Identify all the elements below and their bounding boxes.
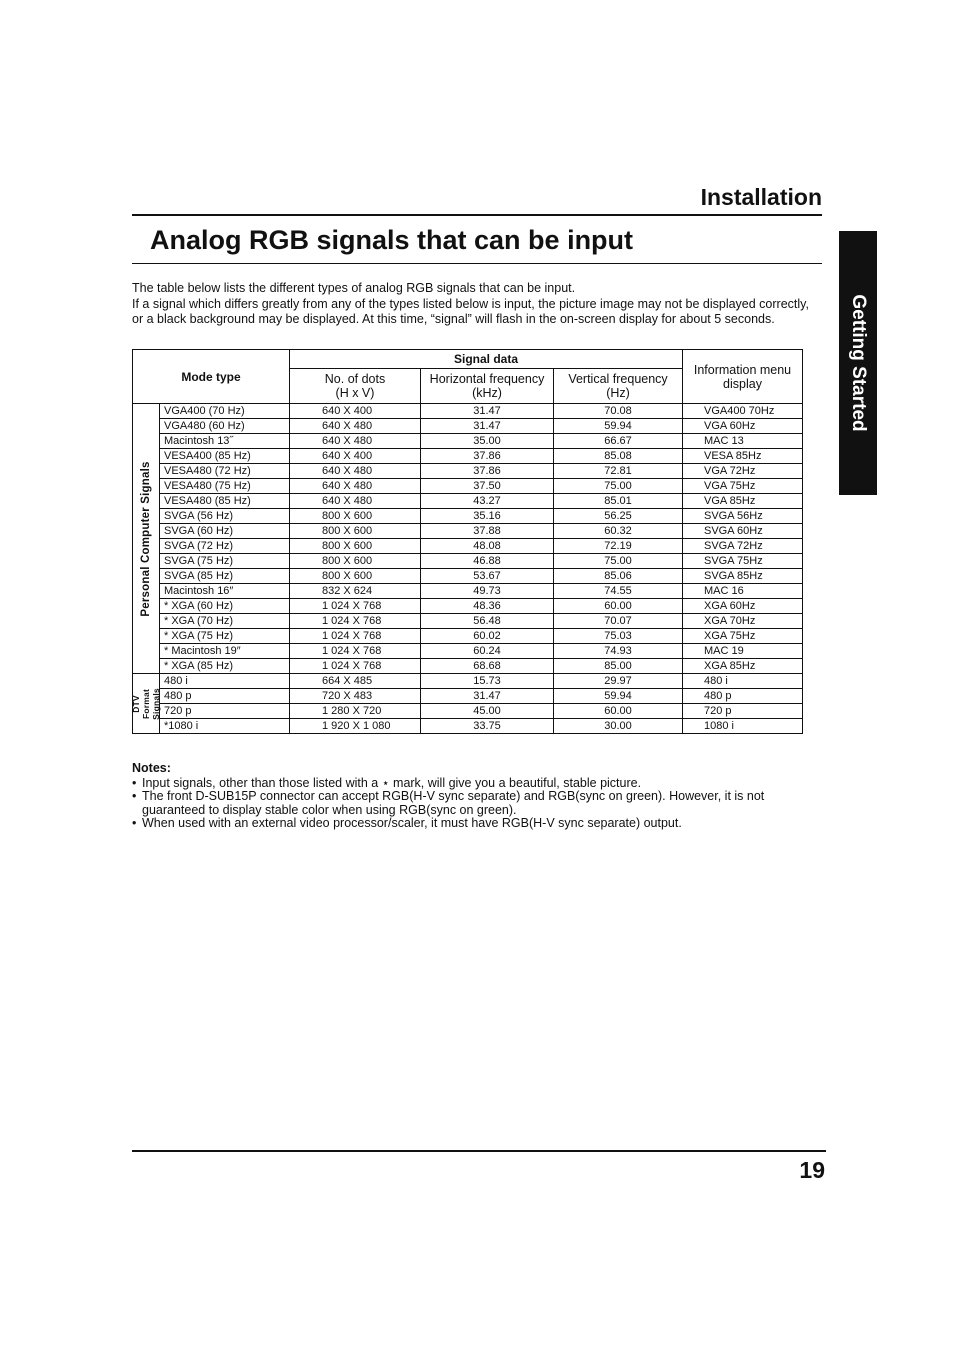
table-row — [133, 554, 803, 569]
signals-table — [132, 349, 803, 734]
mode-cell: 480 p — [160, 689, 290, 704]
header-vfreq: Vertical frequency (Hz) — [554, 369, 683, 404]
dots-cell: 664 X 485 — [290, 674, 421, 689]
hfreq-cell: 37.88 — [421, 524, 554, 539]
dots-cell: 640 X 480 — [290, 479, 421, 494]
mode-cell: Macintosh 16″ — [160, 584, 290, 599]
info-cell: XGA 75Hz — [683, 629, 803, 644]
intro-text — [132, 281, 812, 328]
group-label: Personal Computer Signals — [140, 460, 152, 617]
table-row — [133, 719, 803, 734]
note-item: • The front D-SUB15P connector can accept RGB(H-V sync separate) and RGB(sync on green). However, it is not guaranteed to display stable color when using RGB(sync on green). — [132, 790, 792, 817]
hfreq-cell: 53.67 — [421, 569, 554, 584]
dots-cell: 640 X 480 — [290, 494, 421, 509]
info-cell: 720 p — [683, 704, 803, 719]
info-cell: SVGA 72Hz — [683, 539, 803, 554]
intro-line-2: If a signal which differs greatly from any of the types listed below is input, the picture image may not be displayed correctly, or a black background may be displayed. At this time, “signal” will flash in the on-screen display for about 5 seconds. — [132, 296, 809, 326]
notes-heading: Notes: — [132, 761, 171, 775]
hfreq-cell: 31.47 — [421, 419, 554, 434]
vfreq-cell: 30.00 — [554, 719, 683, 734]
group-label: DTV Format Signals — [131, 687, 161, 720]
dots-cell: 720 X 483 — [290, 689, 421, 704]
dots-cell: 1 920 X 1 080 — [290, 719, 421, 734]
header-signal-data: Signal data — [290, 350, 683, 369]
notes — [132, 762, 792, 831]
vfreq-cell: 74.55 — [554, 584, 683, 599]
table-row — [133, 674, 803, 689]
vfreq-cell: 60.32 — [554, 524, 683, 539]
hfreq-cell: 37.50 — [421, 479, 554, 494]
hfreq-cell: 45.00 — [421, 704, 554, 719]
group-dtv-signals — [133, 674, 160, 734]
info-cell: VESA 85Hz — [683, 449, 803, 464]
dots-cell: 800 X 600 — [290, 569, 421, 584]
hfreq-cell: 60.02 — [421, 629, 554, 644]
vfreq-cell: 85.08 — [554, 449, 683, 464]
info-cell: VGA 60Hz — [683, 419, 803, 434]
vfreq-cell: 60.00 — [554, 599, 683, 614]
dots-cell: 1 024 X 768 — [290, 599, 421, 614]
table-row — [133, 449, 803, 464]
table-row — [133, 419, 803, 434]
hfreq-cell: 48.08 — [421, 539, 554, 554]
header-rule — [132, 214, 822, 216]
table-row — [133, 509, 803, 524]
mode-cell: * XGA (75 Hz) — [160, 629, 290, 644]
mode-cell: SVGA (60 Hz) — [160, 524, 290, 539]
vfreq-cell: 70.08 — [554, 404, 683, 419]
info-cell: SVGA 85Hz — [683, 569, 803, 584]
vfreq-cell: 70.07 — [554, 614, 683, 629]
intro-line-1: The table below lists the different types of analog RGB signals that can be input. — [132, 281, 576, 295]
vfreq-cell: 60.00 — [554, 704, 683, 719]
info-cell: SVGA 60Hz — [683, 524, 803, 539]
table-row — [133, 644, 803, 659]
hfreq-cell: 35.16 — [421, 509, 554, 524]
info-cell: VGA 72Hz — [683, 464, 803, 479]
dots-cell: 640 X 400 — [290, 449, 421, 464]
vfreq-cell: 85.06 — [554, 569, 683, 584]
info-cell: VGA400 70Hz — [683, 404, 803, 419]
hfreq-cell: 46.88 — [421, 554, 554, 569]
dots-cell: 640 X 480 — [290, 434, 421, 449]
page-number: 19 — [799, 1157, 825, 1183]
dots-cell: 832 X 624 — [290, 584, 421, 599]
mode-cell: VGA480 (60 Hz) — [160, 419, 290, 434]
hfreq-cell: 43.27 — [421, 494, 554, 509]
mode-cell: VESA480 (85 Hz) — [160, 494, 290, 509]
mode-cell: 720 p — [160, 704, 290, 719]
dots-cell: 1 024 X 768 — [290, 614, 421, 629]
info-cell: MAC 16 — [683, 584, 803, 599]
vfreq-cell: 75.00 — [554, 479, 683, 494]
page-title: Analog RGB signals that can be input — [150, 225, 634, 255]
header-mode-type: Mode type — [133, 350, 290, 404]
info-cell: MAC 19 — [683, 644, 803, 659]
info-cell: XGA 85Hz — [683, 659, 803, 674]
table-row — [133, 704, 803, 719]
vfreq-cell: 66.67 — [554, 434, 683, 449]
hfreq-cell: 15.73 — [421, 674, 554, 689]
table-row — [133, 599, 803, 614]
mode-cell: *1080 i — [160, 719, 290, 734]
table-row — [133, 464, 803, 479]
hfreq-cell: 48.36 — [421, 599, 554, 614]
vfreq-cell: 75.00 — [554, 554, 683, 569]
table-row — [133, 524, 803, 539]
mode-cell: 480 i — [160, 674, 290, 689]
vfreq-cell: 85.00 — [554, 659, 683, 674]
info-cell: 480 p — [683, 689, 803, 704]
table-row — [133, 659, 803, 674]
dots-cell: 1 024 X 768 — [290, 629, 421, 644]
dots-cell: 800 X 600 — [290, 539, 421, 554]
vfreq-cell: 56.25 — [554, 509, 683, 524]
header-info-menu: Information menu display — [683, 350, 803, 404]
mode-cell: * Macintosh 19″ — [160, 644, 290, 659]
table-row — [133, 689, 803, 704]
table-row — [133, 584, 803, 599]
table-row — [133, 479, 803, 494]
table-row — [133, 614, 803, 629]
info-cell: SVGA 75Hz — [683, 554, 803, 569]
hfreq-cell: 33.75 — [421, 719, 554, 734]
mode-cell: SVGA (72 Hz) — [160, 539, 290, 554]
hfreq-cell: 56.48 — [421, 614, 554, 629]
hfreq-cell: 35.00 — [421, 434, 554, 449]
footer-rule — [132, 1150, 826, 1152]
mode-cell: SVGA (85 Hz) — [160, 569, 290, 584]
info-cell: 1080 i — [683, 719, 803, 734]
table-row — [133, 539, 803, 554]
hfreq-cell: 49.73 — [421, 584, 554, 599]
info-cell: XGA 60Hz — [683, 599, 803, 614]
vfreq-cell: 59.94 — [554, 419, 683, 434]
table-row — [133, 434, 803, 449]
side-tab — [839, 231, 877, 495]
info-cell: XGA 70Hz — [683, 614, 803, 629]
side-tab-label: Getting Started — [848, 294, 869, 432]
header-hfreq: Horizontal frequency (kHz) — [421, 369, 554, 404]
mode-cell: VESA400 (85 Hz) — [160, 449, 290, 464]
dots-cell: 640 X 480 — [290, 464, 421, 479]
mode-cell: * XGA (85 Hz) — [160, 659, 290, 674]
dots-cell: 800 X 600 — [290, 554, 421, 569]
info-cell: 480 i — [683, 674, 803, 689]
table-row — [133, 404, 803, 419]
title-rule — [132, 263, 822, 264]
mode-cell: SVGA (75 Hz) — [160, 554, 290, 569]
hfreq-cell: 31.47 — [421, 404, 554, 419]
notes-list — [132, 777, 792, 831]
mode-cell: VGA400 (70 Hz) — [160, 404, 290, 419]
hfreq-cell: 37.86 — [421, 449, 554, 464]
vfreq-cell: 72.81 — [554, 464, 683, 479]
note-item: • When used with an external video processor/scaler, it must have RGB(H-V sync separate) output. — [132, 817, 792, 831]
note-item: • Input signals, other than those listed with a ⋆ mark, will give you a beautiful, stable picture. — [132, 777, 792, 791]
mode-cell: SVGA (56 Hz) — [160, 509, 290, 524]
hfreq-cell: 37.86 — [421, 464, 554, 479]
mode-cell: * XGA (60 Hz) — [160, 599, 290, 614]
vfreq-cell: 75.03 — [554, 629, 683, 644]
vfreq-cell: 59.94 — [554, 689, 683, 704]
dots-cell: 1 024 X 768 — [290, 659, 421, 674]
dots-cell: 800 X 600 — [290, 524, 421, 539]
table-body — [133, 404, 803, 734]
table-row — [133, 569, 803, 584]
vfreq-cell: 72.19 — [554, 539, 683, 554]
dots-cell: 640 X 400 — [290, 404, 421, 419]
mode-cell: * XGA (70 Hz) — [160, 614, 290, 629]
hfreq-cell: 60.24 — [421, 644, 554, 659]
dots-cell: 640 X 480 — [290, 419, 421, 434]
table-row — [133, 629, 803, 644]
info-cell: VGA 75Hz — [683, 479, 803, 494]
table-row — [133, 494, 803, 509]
hfreq-cell: 31.47 — [421, 689, 554, 704]
vfreq-cell: 29.97 — [554, 674, 683, 689]
info-cell: SVGA 56Hz — [683, 509, 803, 524]
vfreq-cell: 74.93 — [554, 644, 683, 659]
info-cell: MAC 13 — [683, 434, 803, 449]
section-title: Installation — [700, 184, 822, 210]
header-dots: No. of dots (H x V) — [290, 369, 421, 404]
mode-cell: VESA480 (72 Hz) — [160, 464, 290, 479]
dots-cell: 1 280 X 720 — [290, 704, 421, 719]
vfreq-cell: 85.01 — [554, 494, 683, 509]
mode-cell: Macintosh 13˝ — [160, 434, 290, 449]
dots-cell: 1 024 X 768 — [290, 644, 421, 659]
dots-cell: 800 X 600 — [290, 509, 421, 524]
mode-cell: VESA480 (75 Hz) — [160, 479, 290, 494]
info-cell: VGA 85Hz — [683, 494, 803, 509]
group-pc-signals — [133, 404, 160, 674]
hfreq-cell: 68.68 — [421, 659, 554, 674]
